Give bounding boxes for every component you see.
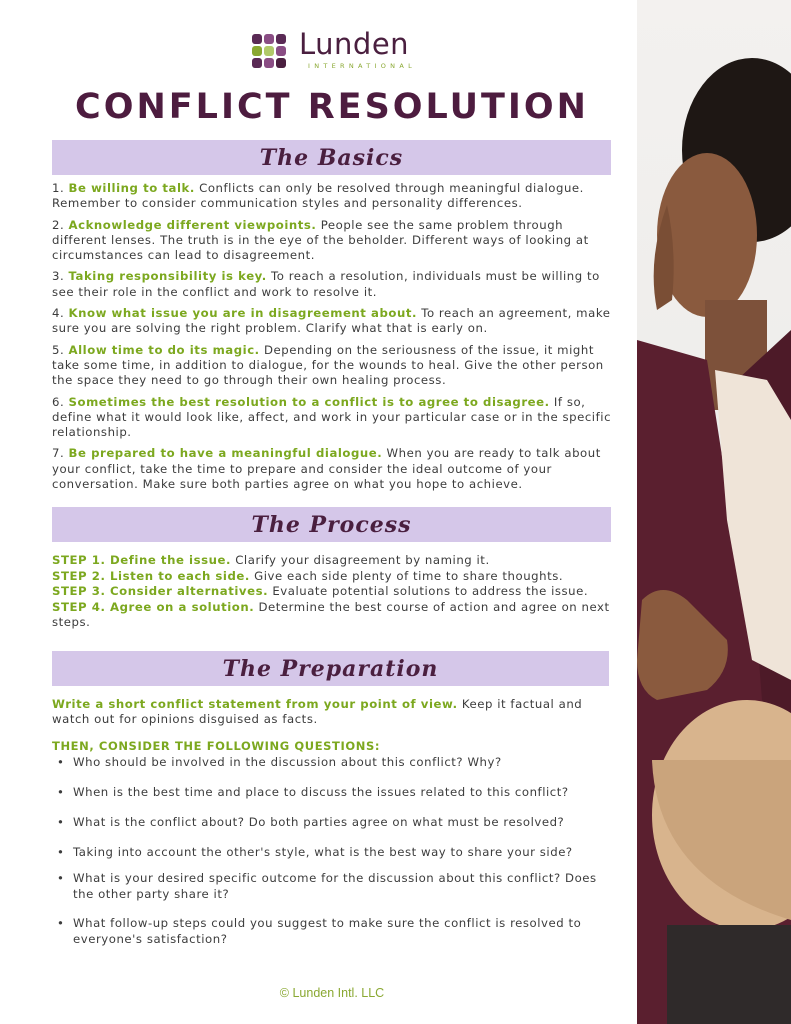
section-heading-process: The Process <box>52 507 611 542</box>
process-steps <box>52 553 616 631</box>
question-item: • What is the conflict about? Do both parties agree on what must be resolved? <box>73 815 613 831</box>
question-item: • Taking into account the other's style, what is the best way to share your side? <box>73 845 613 861</box>
page-title: CONFLICT RESOLUTION <box>75 87 589 127</box>
process-step: STEP 1. Define the issue. Clarify your disagreement by naming it. <box>52 553 490 567</box>
basics-item: 7. Be prepared to have a meaningful dialogue. When you are ready to talk about your conflict, take the time to prepare and consider the ideal outcome of your conversation. Make sure both parties agree on what you hope to achieve. <box>52 446 601 492</box>
logo-mark-icon <box>251 33 287 69</box>
basics-item: 3. Taking responsibility is key. To reach a resolution, individuals must be willing to see their role in the conflict and work to resolve it. <box>52 269 600 299</box>
preparation-intro: Write a short conflict statement from your point of view. Keep it factual and watch out for opinions disguised as facts. <box>52 697 583 727</box>
question-item: • When is the best time and place to discuss the issues related to this conflict? <box>73 785 613 801</box>
basics-item: 4. Know what issue you are in disagreement about. To reach an agreement, make sure you are solving the right problem. Clarify what that is early on. <box>52 306 611 336</box>
woman-illustration <box>637 0 791 1024</box>
basics-item: 1. Be willing to talk. Conflicts can only be resolved through meaningful dialogue. Remember to consider communication styles and personality differences. <box>52 181 584 211</box>
logo-wordmark: Lunden <box>299 27 410 61</box>
basics-item: 2. Acknowledge different viewpoints. People see the same problem through different lenses. The truth is in the eye of the beholder. Different ways of looking at circumstances can lead to disagreement. <box>52 217 589 263</box>
basics-item: 6. Sometimes the best resolution to a conflict is to agree to disagree. If so, define what it would look like, affect, and work in your particular case or in the specific relationship. <box>52 394 612 440</box>
woman-photo <box>637 0 791 1024</box>
question-item: • What follow-up steps could you suggest to make sure the conflict is resolved to everyone's satisfaction? <box>73 916 613 947</box>
logo-subtitle: INTERNATIONAL <box>308 62 417 70</box>
question-item: • Who should be involved in the discussion about this conflict? Why? <box>73 755 613 771</box>
basics-item: 5. Allow time to do its magic. Depending on the seriousness of the issue, it might take some time, in addition to dialogue, for the wounds to heal. Give the other person the space they need to go through their own healing process. <box>52 342 604 388</box>
lunden-logo <box>251 27 421 71</box>
basics-list <box>52 181 616 492</box>
section-heading-basics: The Basics <box>52 140 611 175</box>
questions-heading: THEN, CONSIDER THE FOLLOWING QUESTIONS: <box>52 739 381 753</box>
process-step: STEP 2. Listen to each side. Give each side plenty of time to share thoughts. <box>52 568 564 583</box>
section-heading-preparation: The Preparation <box>52 651 609 686</box>
process-step: STEP 3. Consider alternatives. Evaluate potential solutions to address the issue. <box>52 584 589 598</box>
copyright-footer: © Lunden Intl. LLC <box>279 986 385 1000</box>
question-item: • What is your desired specific outcome for the discussion about this conflict? Does the other party share it? <box>73 871 613 902</box>
process-step: STEP 4. Agree on a solution. Determine the best course of action and agree on next steps. <box>52 599 610 629</box>
